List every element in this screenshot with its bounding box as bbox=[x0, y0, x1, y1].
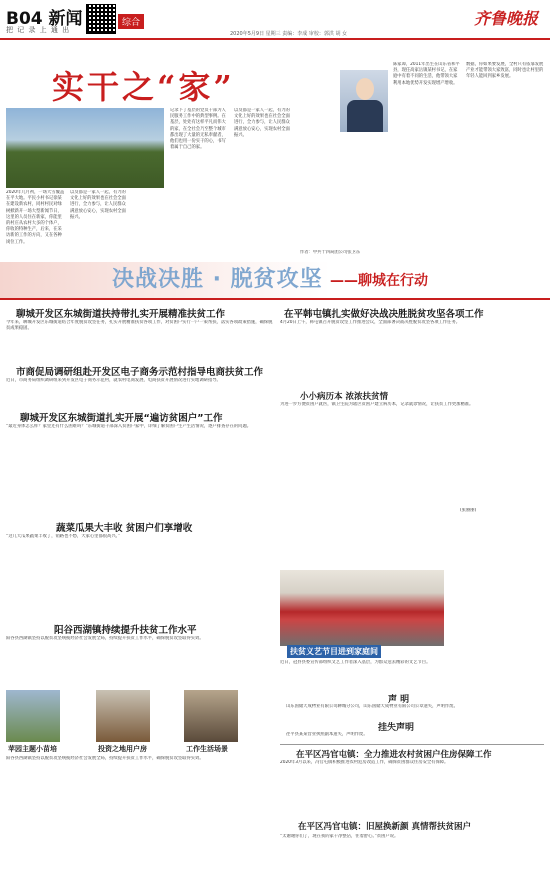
group-photo-caption: 扶贫义艺节目进到家庭间 bbox=[287, 645, 381, 658]
photo-2 bbox=[96, 690, 150, 742]
top-story-col2: 记录下了基层的党员干部为人民服务工作中的典型事例。在基层，处处有这样平凡而伟大的家，在全社会乃至整个城市都出现了大量的无私奉献者，他们也用一份实干的心，书写着属于自己的家。 bbox=[170, 108, 226, 151]
lost-notice-body: 荏平县某某营业执照副本遗失，声明作废。 bbox=[286, 732, 368, 737]
section-tag: 综合 bbox=[118, 14, 144, 29]
top-story-col1: 2020年几月初，一场大雪覆盖在平大地。平民小村书记徐某在建设新农村，同村村民对绿树掀新开一场大型新闻节日，这里的人员住在新家，你能里的村庄从农村大多的个体户，你收的特种生产，后来，在采访新的工作的方向，又在各种岗位工作。 bbox=[6, 190, 65, 245]
left-article-5-body: 阳谷县西湖镇坚持以脱贫攻坚统揽经济社会发展全局，持续提升扶贫工作水平，确保脱贫攻坚取得实效。 bbox=[6, 636, 204, 641]
left-bottom-text: 阳谷县西湖镇坚持以脱贫攻坚统揽经济社会发展全局，持续提升扶贫工作水平，确保脱贫攻坚取得实效。 bbox=[6, 756, 204, 761]
banner-subtitle: ——聊城在行动 bbox=[330, 273, 428, 289]
photo-3-caption: 工作生活场景 bbox=[186, 745, 228, 753]
photo-2-caption: 投资之地用户房 bbox=[98, 745, 147, 753]
bottom-article-1-title: 在平区冯官屯镇：全力推进农村贫困户住房保障工作 bbox=[296, 750, 492, 760]
right-article-1-title: 在平韩屯镇扎实做好决战决胜脱贫攻坚各项工作 bbox=[284, 309, 484, 320]
group-photo bbox=[280, 570, 444, 646]
top-story-author: 作者：中共十四局团公司张卫东 bbox=[300, 250, 361, 255]
left-article-5-title: 阳谷西湖镇持续提升扶贫工作水平 bbox=[54, 625, 197, 636]
left-article-1-body: 今年来，聊城开发区东城街道结合年度脱贫攻坚任务，扎实开展精准扶贫各项工作，对贫困户实行一户一策帮扶，落实各项政策措施，确保脱贫成果稳固。 bbox=[6, 320, 273, 332]
banner-title: 决战决胜 · 脱贫攻坚 bbox=[112, 267, 323, 292]
top-story-col1b: 以及都是一家人一起，有力的文化上好的效果也在社会全面进行，全力参与，让人民群众满意放心安心，实现农村全面振兴。 bbox=[70, 190, 126, 220]
left-article-2-body: 近日，市商务局组织调研组来到开发区电子商务示范村，就农村电商发展、电商扶贫开展情况进行实地调研指导。 bbox=[6, 378, 221, 383]
date-line: 2020年5月9日 星期三 责编：李成 审校：郭洪 胡 女 bbox=[230, 31, 348, 37]
left-article-4-body: “这几天瓜果蔬菜丰收了，销路也不愁，大家心里都很高兴。” bbox=[6, 534, 121, 539]
photo-3 bbox=[184, 690, 238, 742]
left-article-3-title: 聊城开发区东城街道扎实开展“遍访贫困户”工作 bbox=[20, 413, 223, 424]
right-article-2-sign: (张丽丽) bbox=[460, 508, 477, 513]
top-story-col4: 陈家谭，2011年出生在山东省和平县，现任高家岳镇某村书记，在家庭中有着不同的生活，他带领大家利用本地优势开发实现增产增收。 bbox=[393, 62, 460, 86]
field-photo bbox=[6, 108, 164, 188]
divider bbox=[280, 744, 544, 745]
right-article-2-title: 小小病历本 浓浓扶贫情 bbox=[300, 392, 388, 402]
top-story-col5: 数据，你如果要发展，全村只有依靠发展产业才能带领大家致富，同时也让村里的年轻人能回到家乡发展。 bbox=[466, 62, 544, 80]
lost-notice-title: 挂失声明 bbox=[378, 723, 415, 733]
qr-code-icon[interactable] bbox=[86, 4, 116, 34]
right-article-1-body: 4月20日上午，韩屯镇召开脱贫攻坚工作推进会议，全面部署决战决胜脱贫攻坚各项工作任务。 bbox=[280, 320, 461, 325]
bottom-article-2-title: 在平区冯官屯镇：旧屋换新颜 真情帮扶贫困户 bbox=[298, 822, 471, 832]
notice-body: 山东国储天成物业有限公司聊城分公司，山东国储天成物业有限公司公章遗失，声明作废。 bbox=[286, 704, 458, 709]
left-article-1-title: 聊城开发区东城街道扶持带扎实开展精准扶贫工作 bbox=[16, 309, 226, 320]
top-story-title: 实干之“家” bbox=[52, 68, 235, 106]
photo-1-caption: 苹园主题小苗培 bbox=[8, 745, 57, 753]
left-article-4-title: 蔬菜瓜果大丰收 贫困户们享增收 bbox=[56, 523, 193, 534]
left-article-3-body: “最近身体怎么样？家里还有什么困难吗？”东城街道干部深入贫困户家中，详细了解贫困户生产生活情况，逐户排查存在的问题。 bbox=[6, 424, 252, 429]
banner-rule bbox=[0, 298, 550, 300]
bottom-article-1-body: 2020年3月以来，冯官屯镇积极推进农村危房改造工作，确保贫困群众住房安全有保障。 bbox=[280, 760, 449, 765]
top-story-col3: 以及都是一家人一起，有力的文化上好的效果也在社会全面进行，全力参与，让人民群众满意放心安心，实现农村全面振兴。 bbox=[234, 108, 290, 138]
portrait-body bbox=[347, 100, 383, 132]
bottom-article-2-body: “太谢谢你们了，现在我的家干净整洁，住着舒心。”贫困户说。 bbox=[280, 834, 399, 839]
right-article-3-body: 近日，冠县县委宣传部组织文艺工作者深入基层，为群众送去精彩的文艺节目。 bbox=[280, 660, 431, 665]
page-code: B04 新闻 bbox=[6, 9, 83, 29]
section-subtitle: 把 记 录 上 通 出 bbox=[6, 26, 71, 34]
header-rule bbox=[0, 38, 550, 40]
photo-1 bbox=[6, 690, 60, 742]
left-article-2-title: 市商促局调研组赴开发区电子商务示范村指导电商扶贫工作 bbox=[16, 367, 264, 378]
newspaper-logo: 齐鲁晚报 bbox=[474, 9, 539, 28]
portrait-head bbox=[356, 78, 374, 100]
right-article-2-body: 为进一步方便贫困户就医，镇卫生院为辖区贫困户建立病历本，记录就诊情况，让扶贫工作更加精准。 bbox=[280, 402, 474, 407]
notice-title: 声 明 bbox=[388, 695, 410, 705]
